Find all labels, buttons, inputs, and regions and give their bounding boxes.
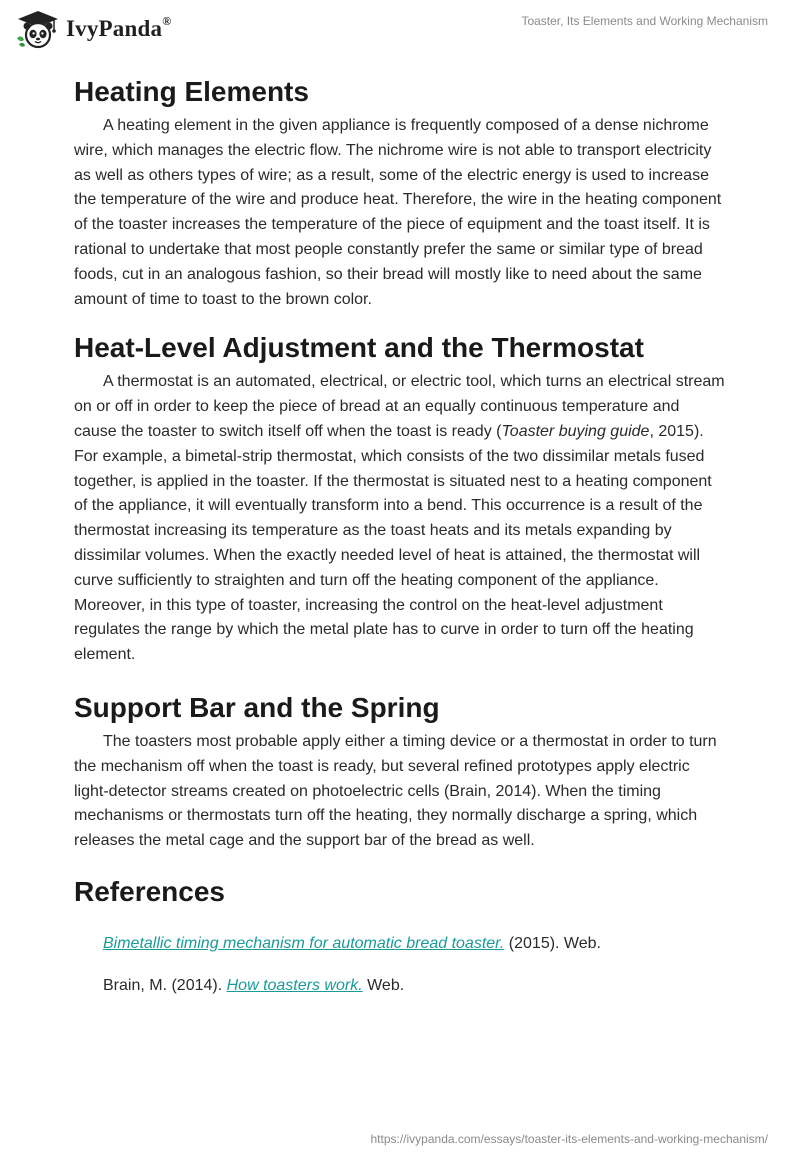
reference-link[interactable]: Bimetallic timing mechanism for automatic bread toaster. [103, 934, 505, 952]
reference-item: Brain, M. (2014). How toasters work. Web. [103, 976, 405, 994]
ivypanda-logo[interactable] [14, 8, 171, 50]
heading-heating-elements: Heating Elements [74, 76, 309, 107]
paragraph-heating-elements: A heating element in the given appliance is frequently composed of a dense nichrome wire, which manages the electric flow. The nichrome wire is not able to transport electricity as well as others types of wire; as a result, some of the electric energy is used to increase the temperature of the wire and produce heat. Therefore, the wire in the heating component of the toaster increases the temperature of the piece of equipment and the toast itself. It is rational to undertake that most people constantly prefer the same or similar type of bread foods, cut in an analogous fashion, so their bread will mostly like to need about the same amount of time to toast to the brown color. [74, 117, 722, 308]
reference-item: Bimetallic timing mechanism for automatic bread toaster. (2015). Web. [103, 934, 601, 952]
panda-graduate-icon [14, 8, 62, 50]
references-list [74, 932, 726, 998]
logo-text: IvyPanda® [66, 14, 172, 41]
paragraph-thermostat: A thermostat is an automated, electrical, or electric tool, which turns an electrical stream on or off in order to keep the piece of bread at an equally continuous temperature and cause the toaster to switch itself off when the toast is ready (Toaster buying guide, 2015). For example, a bimetal-strip thermostat, which consists of the two dissimilar metals fused together, is applied in the toaster. If the thermostat is situated nest to a heating component of the appliance, it will eventually transform into a bend. This occurrence is a result of the thermostat increasing its temperature as the toast heats and its metals expanding by dissimilar volumes. When the exactly needed level of heat is attained, the thermostat will curve sufficiently to straighten and turn off the heating component of the appliance. Moreover, in this type of toaster, increasing the control on the heat-level adjustment regulates the range by which the metal plate has to curve in order to turn off the heating element. [74, 373, 725, 664]
page-header [0, 0, 800, 60]
essay-content [74, 70, 726, 1016]
source-url: https://ivypanda.com/essays/toaster-its-elements-and-working-mechanism/ [370, 1132, 768, 1146]
paragraph-support-bar: The toasters most probable apply either a timing device or a thermostat in order to turn the mechanism off when the toast is ready, but several refined prototypes apply electric light-detector streams created on photoelectric cells (Brain, 2014). When the timing mechanisms or thermostats turn off the heating, they normally discharge a spring, which releases the metal cage and the support bar of the bread as well. [74, 732, 717, 850]
heading-thermostat: Heat-Level Adjustment and the Thermostat [74, 332, 644, 364]
reference-link[interactable]: How toasters work. [226, 976, 363, 994]
document-title: Toaster, Its Elements and Working Mechanism [521, 14, 768, 28]
heading-support-bar: Support Bar and the Spring [74, 691, 440, 723]
heading-references: References [74, 875, 225, 907]
citation-italic: Toaster buying guide [501, 422, 650, 440]
